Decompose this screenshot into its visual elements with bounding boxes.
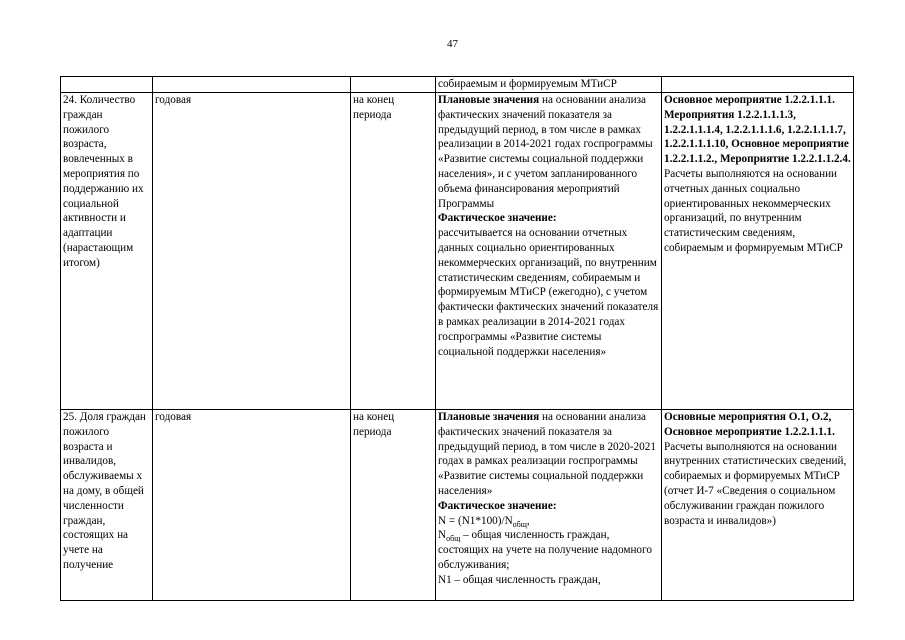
definition-total	[438, 529, 652, 571]
table-row	[61, 410, 854, 601]
events-cell	[662, 93, 854, 410]
indicator-cell: 24. Количество граждан пожилого возраста, вовлеченных в мероприятия по поддержанию их социальной активности и адаптации (нарастающим итогом)	[61, 93, 153, 410]
events-cell	[662, 77, 854, 93]
time-cell	[351, 77, 436, 93]
definition-subscript: общ	[446, 534, 461, 544]
formula-main: N = (N1*100)/N	[438, 514, 513, 527]
plan-label: Плановые значения	[438, 411, 540, 423]
formula-subscript: общ	[512, 519, 527, 529]
page-number: 47	[447, 38, 458, 50]
events-text: Расчеты выполняются на основании внутренних статистических сведений, собираемых и формируемых МТиСР (отчет И-7 «Сведения о социальном обслуживании граждан пожилого возраста и инвалидов»)	[664, 440, 847, 527]
definition-symbol: N	[438, 529, 447, 542]
method-cell	[436, 410, 662, 601]
events-bold: Основные мероприятия О.1, О.2, Основное мероприятие 1.2.2.1.1.1.	[664, 411, 835, 438]
period-cell: годовая	[153, 93, 351, 410]
table-row	[61, 93, 854, 410]
method-cell	[436, 77, 662, 93]
plan-text: на основании анализа фактических значений показателя за предыдущий период, в том числе в рамках реализации в 2014-2021 годах госпрограммы «Развитие системы социальной поддержки населения», и с учетом запланированного объема финансирования мероприятий Программы	[438, 94, 653, 210]
fact-text: рассчитывается на основании отчетных данных социально ориентированных некоммерческих организаций, по внутренним статистическим сведениям, собираемым и формируемым МТиСР (ежегодно), с учетом фактически фактических значений показателя в рамках реализации в 2014-2021 годах госпрограммы «Развитие системы социальной поддержки населения»	[438, 227, 659, 358]
time-cell: на конец периода	[351, 93, 436, 410]
plan-text: на основании анализа фактических значений показателя за предыдущий период, в том числе в 2020-2021 годах в рамках реализации госпрограммы «Развитие системы социальной поддержки населения»	[438, 411, 656, 497]
method-cell	[436, 93, 662, 410]
events-cell	[662, 410, 854, 601]
indicator-cell	[61, 77, 153, 93]
period-cell	[153, 77, 351, 93]
definition-n1: N1 – общая численность граждан,	[438, 573, 601, 586]
definition-text: – общая численность граждан, состоящих на учете на получение надомного обслуживания;	[438, 529, 652, 571]
events-bold: Основное мероприятие 1.2.2.1.1.1. Мероприятия 1.2.2.1.1.1.3, 1.2.2.1.1.1.4, 1.2.2.1.1.1.6, 1.2.2.1.1.1.7, 1.2.2.1.1.1.10, Основное мероприятие 1.2.2.1.1.2., Мероприятие 1.2.2.1.1.2.4.	[664, 94, 851, 166]
plan-label: Плановые значения	[438, 94, 540, 106]
indicator-cell: 25. Доля граждан пожилого возраста и инвалидов, обслуживаемы х на дому, в общей численности граждан, состоящих на учете на получение	[61, 410, 153, 601]
formula-end: ,	[526, 514, 530, 527]
period-cell: годовая	[153, 410, 351, 601]
events-text: Расчеты выполняются на основании отчетных данных социально ориентированных некоммерческих организаций, по внутренним статистическим сведениям, собираемым и формируемым МТиСР	[664, 167, 843, 254]
table-row	[61, 77, 854, 93]
fact-label: Фактическое значение:	[438, 499, 557, 512]
method-text: собираемым и формируемым МТиСР	[438, 78, 617, 90]
fact-label: Фактическое значение:	[438, 212, 557, 225]
time-cell: на конец периода	[351, 410, 436, 601]
indicators-table	[60, 76, 854, 601]
formula	[438, 515, 530, 527]
